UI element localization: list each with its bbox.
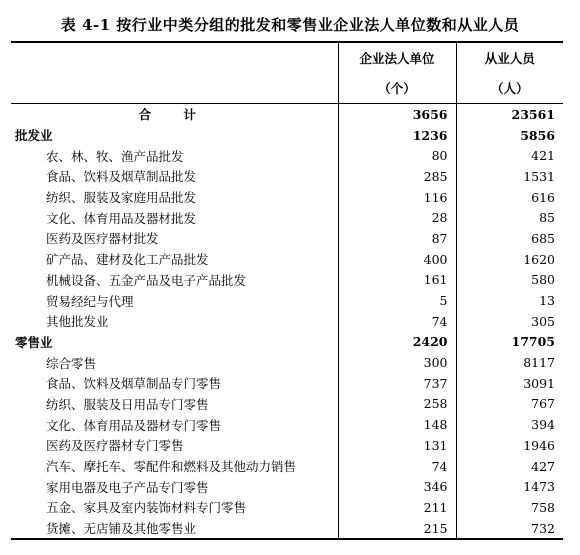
industry-employees: 685 (456, 228, 563, 249)
industry-units: 74 (338, 456, 456, 477)
statistics-table (11, 41, 563, 540)
table-row (11, 187, 563, 208)
header-employees-unit: （人） (456, 73, 563, 104)
industry-label: 矿产品、建材及化工产品批发 (46, 252, 209, 268)
industry-label: 综合零售 (46, 355, 97, 371)
industry-employees: 427 (456, 456, 563, 477)
table-row (11, 518, 563, 540)
industry-employees: 1473 (456, 476, 563, 497)
industry-units: 211 (338, 497, 456, 518)
table-row (11, 435, 563, 456)
industry-employees: 3091 (456, 373, 563, 394)
table-row (11, 414, 563, 435)
industry-units: 737 (338, 373, 456, 394)
category-row (11, 332, 563, 353)
table-row (11, 373, 563, 394)
industry-units: 80 (338, 145, 456, 166)
industry-label: 五金、家具及室内装饰材料专门零售 (46, 500, 247, 516)
industry-label: 文化、体育用品及器材批发 (46, 210, 197, 226)
header-blank (11, 43, 338, 73)
total-units: 3656 (338, 104, 456, 125)
industry-employees: 616 (456, 187, 563, 208)
industry-label: 医药及医疗器材专门零售 (46, 438, 184, 454)
industry-label: 食品、饮料及烟草制品专门零售 (46, 376, 222, 392)
industry-units: 131 (338, 435, 456, 456)
industry-units: 258 (338, 394, 456, 415)
industry-label: 文化、体育用品及器材专门零售 (46, 417, 222, 433)
industry-units: 5 (338, 290, 456, 311)
total-employees: 23561 (456, 104, 563, 125)
table-title: 表 4-1 按行业中类分组的批发和零售业企业法人单位数和从业人员 (60, 16, 520, 34)
table-row (11, 270, 563, 291)
industry-units: 285 (338, 166, 456, 187)
industry-employees: 8117 (456, 352, 563, 373)
category-label: 批发业 (15, 128, 53, 144)
industry-units: 161 (338, 270, 456, 291)
industry-employees: 1620 (456, 249, 563, 270)
industry-units: 74 (338, 311, 456, 332)
industry-employees: 767 (456, 394, 563, 415)
industry-units: 300 (338, 352, 456, 373)
industry-employees: 85 (456, 207, 563, 228)
table-row (11, 249, 563, 270)
category-employees: 5856 (456, 125, 563, 146)
category-units: 1236 (338, 125, 456, 146)
industry-employees: 421 (456, 145, 563, 166)
table-row (11, 290, 563, 311)
industry-employees: 732 (456, 518, 563, 540)
header-units-label: 企业法人单位 (338, 43, 456, 73)
header-blank (11, 73, 338, 104)
table-row (11, 166, 563, 187)
industry-label: 纺织、服装及日用品专门零售 (46, 396, 209, 412)
industry-label: 农、林、牧、渔产品批发 (46, 148, 184, 164)
total-row (11, 104, 563, 125)
industry-units: 400 (338, 249, 456, 270)
header-employees-label: 从业人员 (456, 43, 563, 73)
industry-label: 食品、饮料及烟草制品批发 (46, 169, 197, 185)
header-row-labels (11, 43, 563, 73)
category-row (11, 125, 563, 146)
industry-units: 148 (338, 414, 456, 435)
industry-units: 116 (338, 187, 456, 208)
industry-label: 汽车、摩托车、零配件和燃料及其他动力销售 (46, 459, 297, 475)
total-label: 合 计 (138, 107, 210, 123)
industry-employees: 1946 (456, 435, 563, 456)
header-row-units (11, 73, 563, 104)
category-units: 2420 (338, 332, 456, 353)
table-row (11, 352, 563, 373)
table-row (11, 497, 563, 518)
table-row (11, 311, 563, 332)
industry-label: 家用电器及电子产品专门零售 (46, 479, 209, 495)
industry-employees: 13 (456, 290, 563, 311)
industry-label: 医药及医疗器材批发 (46, 231, 159, 247)
industry-employees: 580 (456, 270, 563, 291)
table-row (11, 394, 563, 415)
industry-units: 87 (338, 228, 456, 249)
industry-label: 机械设备、五金产品及电子产品批发 (46, 272, 247, 288)
industry-employees: 305 (456, 311, 563, 332)
table-row (11, 145, 563, 166)
industry-units: 346 (338, 476, 456, 497)
industry-units: 28 (338, 207, 456, 228)
table-row (11, 228, 563, 249)
category-employees: 17705 (456, 332, 563, 353)
table-row (11, 476, 563, 497)
industry-units: 215 (338, 518, 456, 540)
header-units-unit: （个） (338, 73, 456, 104)
industry-label: 货摊、无店铺及其他零售业 (11, 518, 338, 540)
industry-employees: 758 (456, 497, 563, 518)
industry-employees: 1531 (456, 166, 563, 187)
category-label: 零售业 (15, 334, 53, 350)
table-row (11, 207, 563, 228)
industry-label: 纺织、服装及家庭用品批发 (46, 190, 197, 206)
industry-employees: 394 (456, 414, 563, 435)
table-row (11, 456, 563, 477)
industry-label: 贸易经纪与代理 (46, 293, 134, 309)
industry-label: 其他批发业 (46, 314, 109, 330)
